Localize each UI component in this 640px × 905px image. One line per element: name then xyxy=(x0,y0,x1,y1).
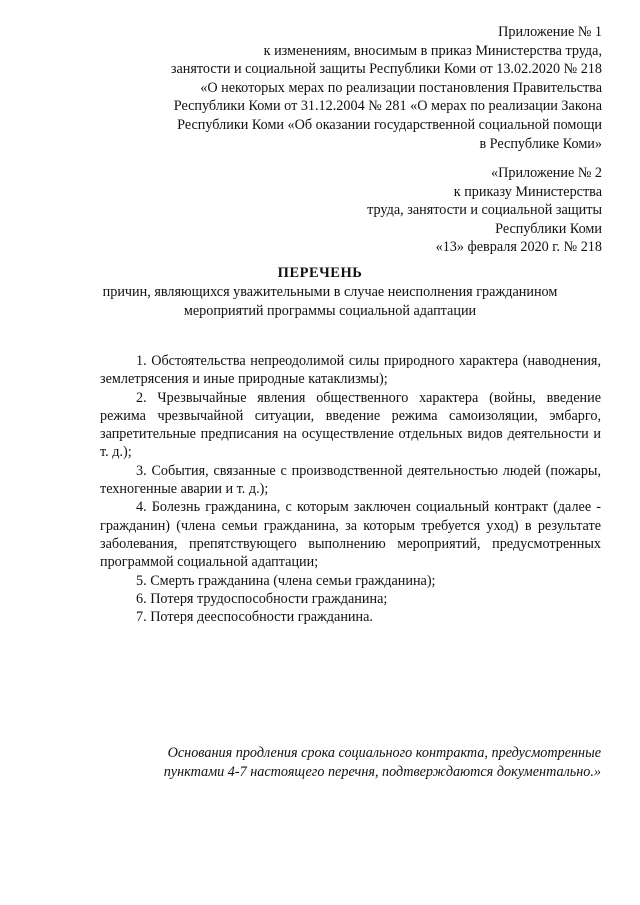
annex-2-line: Республики Коми xyxy=(495,220,602,237)
annex-1-line: занятости и социальной защиты Республики Коми от 13.02.2020 № 218 xyxy=(170,61,602,78)
list-item: 1. Обстоятельства непреодолимой силы природного характера (наводнения, землетрясения и иные природные катаклизмы); xyxy=(100,353,601,388)
annex-1-line: Республики Коми от 31.12.2004 № 281 «О мерах по реализации Закона xyxy=(173,98,602,115)
list-item: 5. Смерть гражданина (члена семьи гражданина); xyxy=(136,572,436,589)
note-line: пунктами 4-7 настоящего перечня, подтверждаются документально.» xyxy=(163,763,601,780)
annex-2-line: «13» февраля 2020 г. № 218 xyxy=(435,239,602,256)
list-item: 7. Потеря дееспособности гражданина. xyxy=(136,609,373,626)
subtitle-line: причин, являющихся уважительными в случае неисполнения гражданином xyxy=(102,284,558,300)
annex-1-line: «О некоторых мерах по реализации постановления Правительства xyxy=(200,79,602,96)
list-item: 4. Болезнь гражданина, с которым заключен социальный контракт (далее - гражданин) (члена семьи гражданина, за которым требуется уход) в результате заболевания, препятствующего выполнению мероприятий, предусмотренных программой социальной адаптации; xyxy=(100,499,601,571)
annex-2-line: «Приложение № 2 xyxy=(491,165,602,181)
annex-1-line: в Республике Коми» xyxy=(479,135,602,152)
reasons-list xyxy=(100,352,601,626)
annex-1-line: Республики Коми «Об оказании государственной социальной помощи xyxy=(177,116,602,133)
annex-2-line: к приказу Министерства xyxy=(453,183,602,200)
list-item: 3. События, связанные с производственной деятельностью людей (пожары, техногенные аварии и т. д.); xyxy=(100,462,601,498)
annex-1-line: Приложение № 1 xyxy=(498,24,602,40)
list-item: 2. Чрезвычайные явления общественного характера (войны, введение режима чрезвычайной ситуации, введение режима самоизоляции, эмбарго, запретительные предписания на осуществление отдельных видов деятельности и т. д.); xyxy=(100,389,601,461)
annex-2-line: труда, занятости и социальной защиты xyxy=(367,202,602,219)
closing-note xyxy=(100,744,601,782)
list-item: 6. Потеря трудоспособности гражданина; xyxy=(136,590,388,607)
annex-2-header xyxy=(367,164,602,257)
document-subtitle xyxy=(60,283,600,320)
note-line: Основания продления срока социального контракта, предусмотренные xyxy=(167,745,601,761)
document-title: ПЕРЕЧЕНЬ xyxy=(277,265,363,281)
annex-1-header xyxy=(171,23,602,153)
annex-1-line: к изменениям, вносимым в приказ Министерства труда, xyxy=(263,42,602,59)
subtitle-line: мероприятий программы социальной адаптации xyxy=(183,302,477,319)
